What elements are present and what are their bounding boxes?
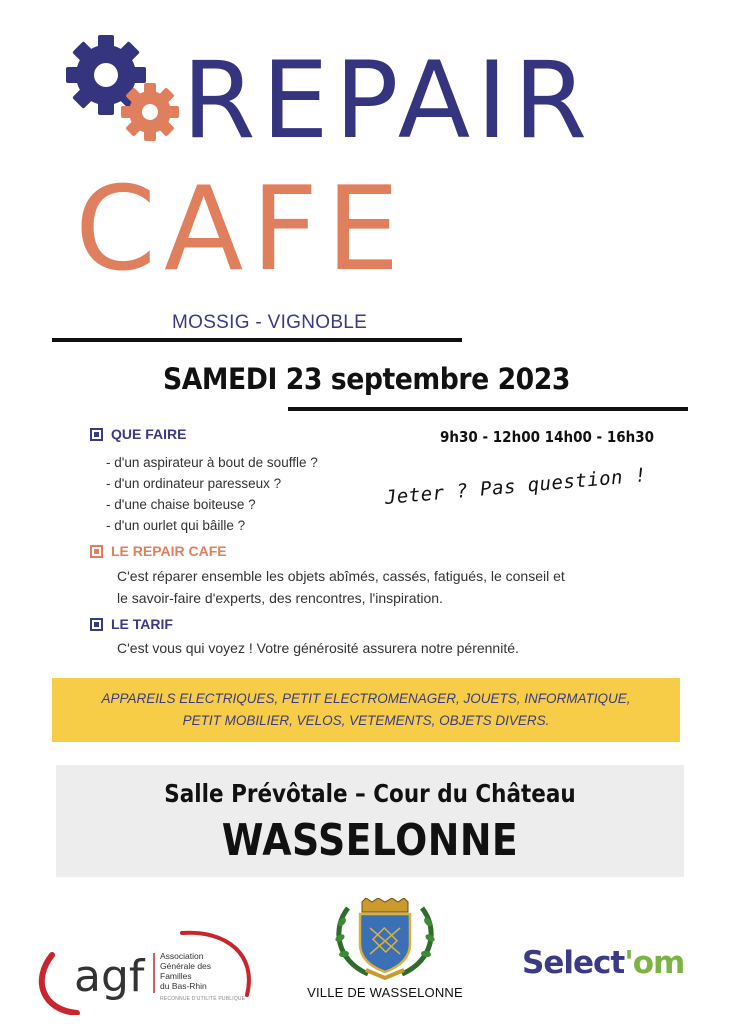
- repair-cafe-label: LE REPAIR CAFE: [111, 543, 227, 559]
- banner-line1: APPAREILS ELECTRIQUES, PETIT ELECTROMENAGER, JOUETS, INFORMATIQUE,: [101, 691, 631, 706]
- repair-cafe-line1: C'est réparer ensemble les objets abîmés, cassés, fatigués, le conseil et: [117, 568, 565, 584]
- agf-desc-line: Association: [160, 951, 204, 961]
- section-tarif-heading: [90, 616, 173, 632]
- section-repair-cafe-heading: [90, 543, 227, 559]
- list-item: - d'un ourlet qui bâille ?: [106, 518, 246, 533]
- banner-line2: PETIT MOBILIER, VELOS, VETEMENTS, OBJETS DIVERS.: [182, 713, 550, 728]
- crest-caption: VILLE DE WASSELONNE: [307, 985, 463, 1000]
- title-cafe-text: CAFE: [75, 162, 408, 297]
- repair-cafe-description: [117, 565, 565, 609]
- agf-desc-line: Familles: [160, 971, 192, 981]
- list-item: - d'un ordinateur paresseux ?: [106, 476, 282, 491]
- agf-name: agf: [74, 951, 145, 1002]
- list-item: - d'une chaise boiteuse ?: [106, 497, 256, 512]
- tarif-text: C'est vous qui voyez ! Votre générosité assurera notre pérennité.: [117, 640, 519, 656]
- event-date: SAMEDI 23 septembre 2023: [162, 362, 570, 396]
- selectom-logo: [522, 945, 684, 981]
- divider-bottom: [288, 407, 688, 411]
- bullet-square-icon: [90, 618, 103, 631]
- event-hours: 9h30 - 12h00 14h00 - 16h30: [440, 428, 655, 446]
- agf-description: [160, 951, 211, 991]
- title-repair: [182, 39, 594, 162]
- categories-banner: [52, 678, 680, 742]
- repair-cafe-line2: le savoir-faire d'experts, des rencontres, l'inspiration.: [117, 590, 443, 606]
- slogan: Jeter ? Pas question !: [384, 464, 648, 509]
- city-name: WASSELONNE: [221, 815, 519, 866]
- tarif-label: LE TARIF: [111, 616, 173, 632]
- subtitle: MOSSIG - VIGNOBLE: [172, 312, 368, 333]
- agf-tagline: RECONNUE D'UTILITÉ PUBLIQUE: [160, 996, 246, 1002]
- section-que-faire-heading: [90, 426, 186, 442]
- selectom-main: Select: [522, 945, 625, 981]
- town-crest-icon: [330, 898, 440, 980]
- agf-logo: [32, 925, 262, 1015]
- title-cafe: [75, 162, 408, 297]
- gears-icon: [58, 30, 183, 145]
- agf-desc-line: du Bas-Rhin: [160, 981, 207, 991]
- venue-name: Salle Prévôtale – Cour du Château: [164, 779, 576, 808]
- que-faire-label: QUE FAIRE: [111, 426, 187, 442]
- divider-top: [52, 338, 462, 342]
- title-repair-text: REPAIR: [182, 39, 594, 162]
- location-box: [56, 765, 684, 877]
- selectom-accent: 'om: [624, 945, 685, 981]
- bullet-square-icon: [90, 545, 103, 558]
- list-item: - d'un aspirateur à bout de souffle ?: [106, 455, 318, 470]
- agf-desc-line: Générale des: [160, 961, 212, 971]
- que-faire-list: [106, 452, 318, 536]
- bullet-square-icon: [90, 428, 103, 441]
